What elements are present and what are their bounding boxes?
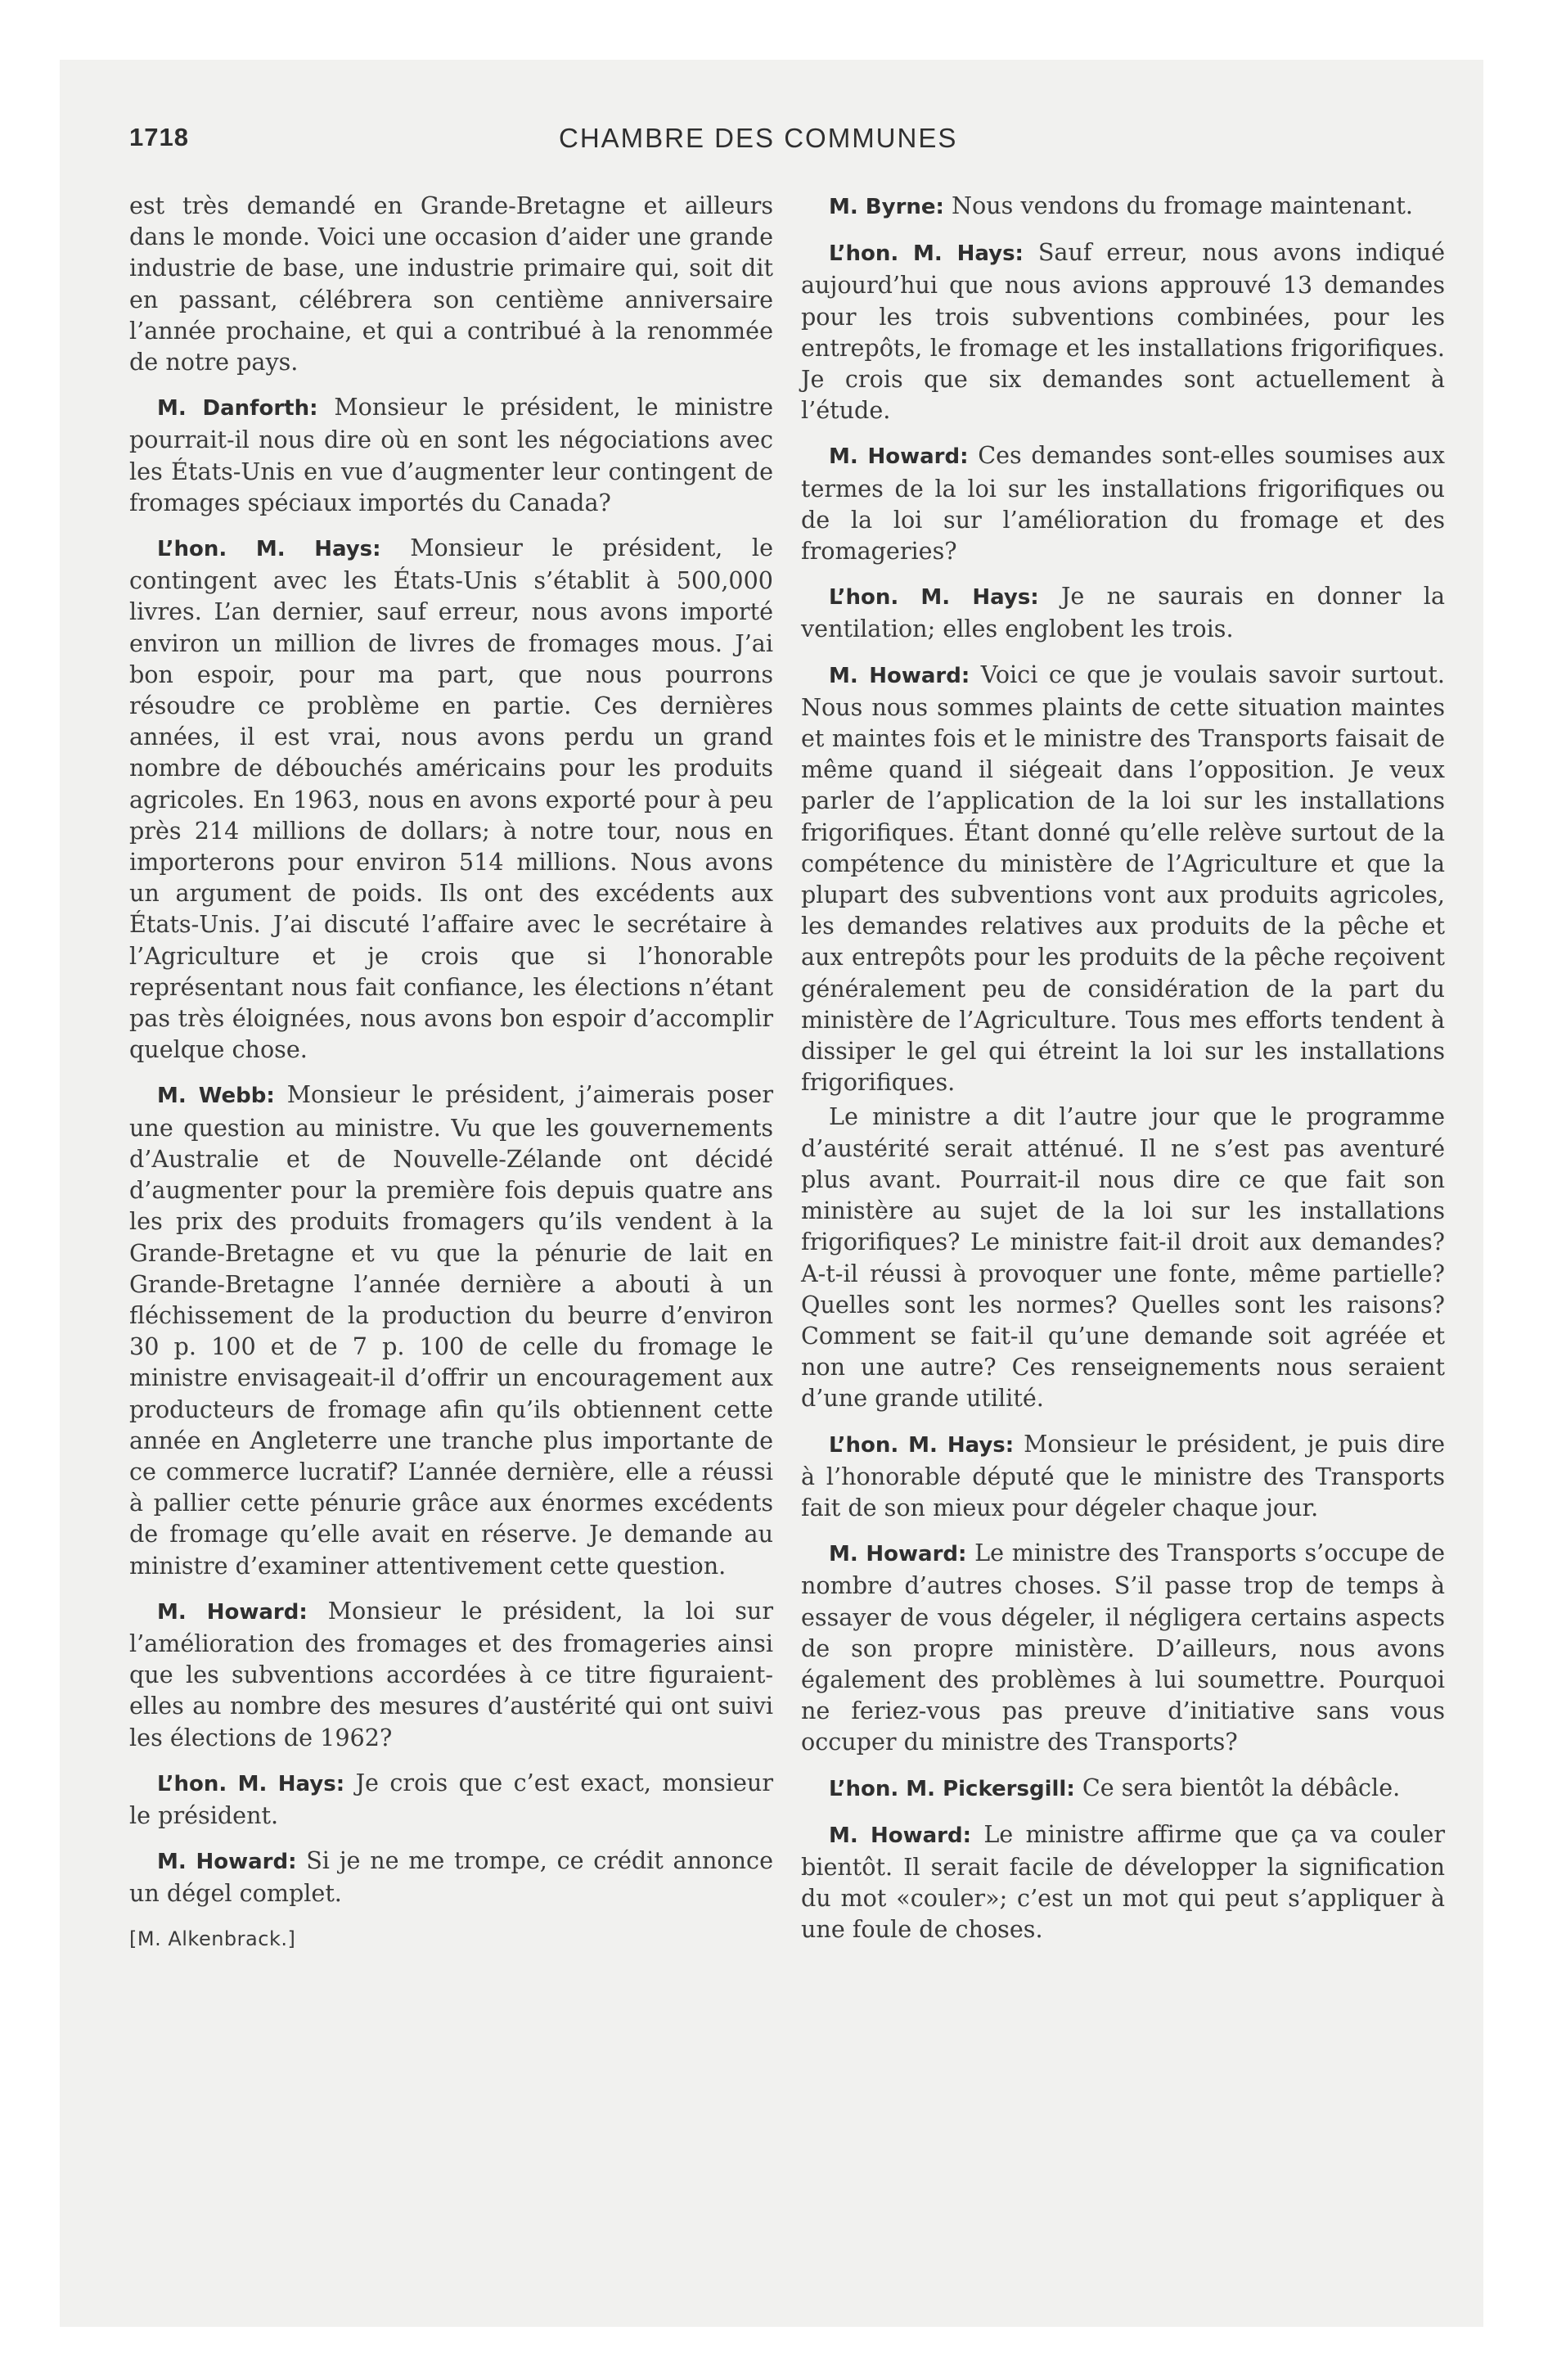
speaker-name: L’hon. M. Hays:	[157, 1771, 345, 1796]
paragraph	[801, 439, 1445, 566]
paragraph-text: Monsieur le président, le contingent avec les États-Unis s’établit à 500,000 livres. L’an dernier, sauf erreur, nous avons importé environ un million de livres de fromages mous. J’ai bon espoir, pour ma part, que nous pourrons résoudre ce problème en partie. Ces dernières années, il est vrai, nous avons perdu un grand nombre de débouchés américains pour les produits agricoles. En 1963, nous en avons exporté pour à peu près 214 millions de dollars; à notre tour, nous en importerons pour environ 514 millions. Nous avons un argument de poids. Ils ont des excédents aux États-Unis. J’ai discuté l’affaire avec le secrétaire à l’Agriculture et je crois que si l’honorable représentant nous fait confiance, les élections n’étant pas très éloignées, nous avons bon espoir d’accomplir quelque chose.	[129, 534, 773, 1064]
speaker-name: L’hon. M. Hays:	[829, 1432, 1015, 1458]
speaker-name: M. Danforth:	[157, 396, 318, 421]
right-column	[801, 190, 1445, 1959]
paragraph	[801, 1819, 1445, 1945]
paragraph-text: Sauf erreur, nous avons indiqué aujourd’hui que nous avions approuvé 13 demandes pour les trois subventions combinées, pour les entrepôts, le fromage et les installations frigorifiques. Je crois que six demandes sont actuellement à l’étude.	[801, 238, 1445, 425]
paragraph-text: Si je ne me trompe, ce crédit annonce un dégel complet.	[129, 1846, 773, 1908]
running-head: CHAMBRE DES COMMUNES	[559, 123, 958, 153]
paragraph	[129, 391, 773, 518]
paragraph	[801, 659, 1445, 1098]
speaker-name: M. Webb:	[157, 1084, 275, 1109]
paragraph-text: Le ministre des Transports s’occupe de nombre d’autres choses. S’il passe trop de temps à essayer de vous dégeler, il négligera certains aspects de son propre ministère. D’ailleurs, nous avons également des problèmes à lui soumettre. Pourquoi ne feriez-vous pas preuve d’initiative sans vous occuper du ministre des Transports?	[801, 1539, 1445, 1756]
paragraph-text: Ce sera bientôt la débâcle.	[1082, 1773, 1401, 1801]
paragraph	[801, 190, 1445, 223]
paragraph-text: Nous vendons du fromage maintenant.	[952, 192, 1413, 219]
paragraph	[801, 1537, 1445, 1757]
paragraph-text: Je crois que c’est exact, monsieur le président.	[129, 1768, 774, 1829]
speaker-name: M. Howard:	[829, 663, 970, 688]
paragraph	[801, 1428, 1445, 1524]
paragraph-text: Monsieur le président, la loi sur l’amélioration des fromages et des fromageries ainsi que les subventions accordées à ce titre figuraient-elles au nombre des mesures d’austérité qui ont suivi les élections de 1962?	[129, 1596, 773, 1751]
speaker-name: M. Howard:	[157, 1599, 308, 1625]
speaker-name: L’hon. M. Pickersgill:	[829, 1776, 1075, 1801]
speaker-name: L’hon. M. Hays:	[157, 537, 381, 562]
speaker-name: L’hon. M. Hays:	[829, 585, 1039, 611]
paragraph	[801, 237, 1445, 426]
speaker-name: M. Howard:	[829, 1823, 972, 1848]
paragraph-text: Monsieur le président, je puis dire à l’honorable député que le ministre des Transports fait de son mieux pour dégeler chaque jour.	[801, 1429, 1446, 1521]
speaker-name: M. Byrne:	[829, 195, 944, 219]
paragraph-text: Le ministre affirme que ça va couler bientôt. Il serait facile de développer la signification du mot «couler»; c’est un mot qui peut s’appliquer à une foule de choses.	[801, 1819, 1445, 1944]
paragraph	[801, 580, 1445, 644]
paragraph	[129, 1767, 773, 1831]
speaker-name: M. Howard:	[829, 444, 969, 470]
paragraph	[129, 1595, 773, 1753]
paragraph-text: est très demandé en Grande-Bretagne et ailleurs dans le monde. Voici une occasion d’aider une grande industrie de base, une industrie primaire qui, soit dit en passant, célébrera son centième anniversaire l’année prochaine, et qui a contribué à la renommée de notre pays.	[129, 192, 773, 376]
left-column	[129, 190, 773, 1968]
paragraph-text: Je ne saurais en donner la ventilation; elles englobent les trois.	[801, 582, 1446, 643]
page-header	[129, 123, 1463, 172]
paragraph-text: Voici ce que je voulais savoir surtout. Nous nous sommes plaints de cette situation maintes et maintes fois et le ministre des Transports faisait de même quand il siégeait dans l’opposition. Je veux parler de l’application de la loi sur les installations frigorifiques. Étant donné qu’elle relève surtout de la compétence du ministère de l’Agriculture et que la plupart des subventions vont aux produits agricoles, les demandes relatives aux produits de la pêche et aux entrepôts pour les produits de la pêche reçoivent généralement peu de considération de la part du ministère de l’Agriculture. Tous mes efforts tendent à dissiper le gel qui étreint la loi sur les installations frigorifiques.	[801, 660, 1445, 1097]
paragraph	[129, 190, 773, 377]
paragraph	[801, 1101, 1445, 1413]
paragraph	[129, 1079, 773, 1580]
paragraph-text: Monsieur le président, le ministre pourrait-il nous dire où en sont les négociations avec les États-Unis en vue d’augmenter leur contingent de fromages spéciaux importés du Canada?	[129, 393, 774, 516]
page-number: 1718	[129, 123, 189, 151]
paragraph-text: Ces demandes sont-elles soumises aux termes de la loi sur les installations frigorifiques ou de la loi sur l’amélioration du fromage et des fromageries?	[801, 441, 1445, 566]
speaker-name: L’hon. M. Hays:	[829, 241, 1024, 267]
paragraph-text: Monsieur le président, j’aimerais poser une question au ministre. Vu que les gouvernements d’Australie et de Nouvelle-Zélande ont décidé d’augmenter pour la première fois depuis quatre ans les prix des produits fromagers qu’ils vendent à la Grande-Bretagne et vu que la pénurie de lait en Grande-Bretagne l’année dernière a abouti à un fléchissement de la production du beurre d’environ 30 p. 100 et de 7 p. 100 de celle du fromage le ministre envisageait-il d’offrir un encouragement aux producteurs de fromage afin qu’ils obtiennent cette année en Angleterre une tranche plus importante de ce commerce lucratif? L’année dernière, elle a réussi à pallier cette pénurie grâce aux énormes excédents de fromage qu’elle avait en réserve. Je demande au ministre d’examiner attentivement cette question.	[129, 1080, 774, 1580]
paragraph	[129, 1845, 773, 1909]
speaker-name: M. Howard:	[829, 1542, 967, 1567]
paragraph	[129, 532, 773, 1065]
paragraph-text: Le ministre a dit l’autre jour que le programme d’austérité serait atténué. Il ne s’est pas aventuré plus avant. Pourrait-il nous dire ce que fait son ministère au sujet de la loi sur les installations frigorifiques? Le ministre fait-il droit aux demandes? A-t-il réussi à provoquer une fonte, même partielle? Quelles sont les normes? Quelles sont les raisons? Comment se fait-il qu’une demande soit agréée et non une autre? Ces renseignements nous seraient d’une grande utilité.	[801, 1102, 1445, 1413]
speaker-name: M. Howard:	[157, 1850, 297, 1875]
paragraph	[801, 1772, 1445, 1805]
speaker-attribution: [M. Alkenbrack.]	[129, 1927, 296, 1950]
